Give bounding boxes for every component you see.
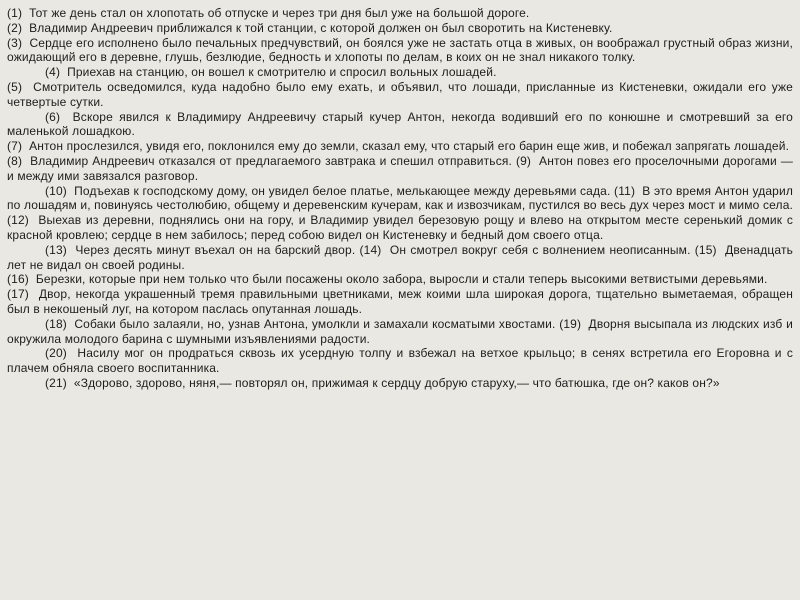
paragraph: (5) Смотритель осведомился, куда надобно было ему ехать, и объявил, что лошади, присланные из Кистеневки, ожидали его уже четвертые сутки. — [7, 79, 797, 109]
paragraph: (1) Тот же день стал он хлопотать об отпуске и через три дня был уже на большой дороге. — [7, 6, 530, 20]
paragraph: (17) Двор, некогда украшенный тремя правильными цветниками, меж коими шла широкая дорога, тщательно выметаемая, обращен был в некошеный луг, на котором паслась опутанная лошадь. — [7, 287, 797, 316]
paragraph: (3) Сердце его исполнено было печальных предчувствий, он боялся уже не застать отца в живых, он воображал грустный образ жизни, ожидающий его в деревне, глушь, безлюдие, бедность и хлопоты по делам, в коих он не знал никакого толку. — [7, 35, 797, 65]
paragraph: (6) Вскоре явился к Владимиру Андреевичу старый кучер Антон, некогда водивший его по конюшне и смотревший за его маленькой лошадкою. — [7, 109, 797, 139]
paragraph: (13) Через десять минут въехал он на барский двор. (14) Он смотрел вокруг себя с волнением неописанным. (15) Двенадцать лет не видал он своей родины. — [7, 242, 797, 272]
text-content — [7, 6, 797, 391]
paragraph: (10) Подъехав к господскому дому, он увидел белое платье, мелькающее между деревьями сада. (11) В это время Антон ударил по лошадям и, повинуясь честолюбию, общему и деревенским кучерам, как и извозчикам, пустился во весь дух через мост и мимо села. — [7, 183, 797, 213]
paragraph: (18) Собаки было залаяли, но, узнав Антона, умолкли и замахали косматыми хвостами. (19) Дворня высыпала из людских изб и окружила молодого барина с шумными изъявлениями радости. — [7, 316, 797, 346]
paragraph: (7) Антон прослезился, увидя его, поклонился ему до земли, сказал ему, что старый его барин еще жив, и побежал запрягать лошадей. — [7, 139, 790, 154]
paragraph: (12) Выехав из деревни, поднялись они на гору, и Владимир увидел березовую рощу и влево на открытом месте серенький домик с красной кровлею; сердце в нем забилось; перед собою видел он Кистеневку и бедный дом своего отца. — [7, 213, 797, 242]
paragraph: (16) Березки, которые при нем только что были посажены около забора, выросли и стали теперь высокими ветвистыми деревьями. — [7, 272, 768, 287]
paragraph: (8) Владимир Андреевич отказался от предлагаемого завтрака и спешил отправиться. (9) Антон повез его проселочными дорогами — и между ими завязался разговор. — [7, 153, 797, 183]
paragraph: (20) Насилу мог он продраться сквозь их усердную толпу и взбежал на ветхое крыльцо; в сенях встретила его Егоровна и с плачем обняла своего воспитанника. — [7, 346, 797, 376]
paragraph: (2) Владимир Андреевич приближался к той станции, с которой должен он был своротить на Кистеневку. — [7, 20, 613, 35]
paragraph: (4) Приехав на станцию, он вошел к смотрителю и спросил вольных лошадей. — [45, 65, 497, 80]
paragraph: (21) «Здорово, здорово, няня,— повторял он, прижимая к сердцу добрую старуху,— что батюшка, где он? каков он?» — [45, 375, 720, 390]
